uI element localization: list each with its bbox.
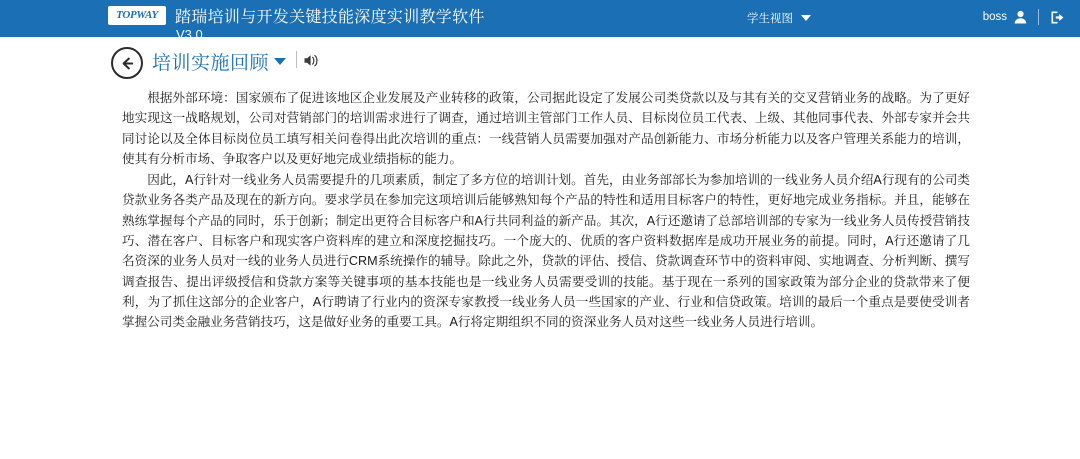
- person-icon[interactable]: [1014, 10, 1027, 24]
- user-area: [983, 9, 1066, 25]
- speaker-icon[interactable]: [303, 53, 320, 68]
- role-view-label: 学生视图: [747, 13, 793, 25]
- app-version: V3.0: [176, 27, 203, 42]
- paragraph: 根据外部环境：国家颁布了促进该地区企业发展及产业转移的政策，公司据此设定了发展公司类贷款以及与其有关的交叉营销业务的战略。为了更好地实现这一战略规划，公司对营销部门的培训需求进行了调查，通过培训主管部门工作人员、目标岗位员工代表、上级、其他同事代表、外部专家并会共同讨论以及全体目标岗位员工填写相关问卷得出此次培训的重点：一线营销人员需要加强对产品创新能力、市场分析能力以及客户管理关系能力的培训，使其有分析市场、争取客户以及更好地完成业绩指标的能力。: [122, 91, 970, 166]
- back-button[interactable]: [111, 47, 143, 79]
- paragraph: 因此，A行针对一线业务人员需要提升的几项素质，制定了多方位的培训计划。首先，由业务部部长为参加培训的一线业务人员介绍A行现有的公司类贷款业务各类产品及现在的新方向。要求学员在参加完这项培训后能够熟知每个产品的特性和适用目标客户的特性，更好地完成业务指标。并且，能够在熟练掌握每个产品的同时，乐于创新；制定出更符合目标客户和A行共同利益的新产品。其次，A行还邀请了总部培训部的专家为一线业务人员传授营销技巧、潜在客户、目标客户和现实客户资料库的建立和深度挖掘技巧。一个庞大的、优质的客户资料数据库是成功开展业务的前提。同时，A行还邀请了几名资深的业务人员对一线的业务人员进行CRM系统操作的辅导。除此之外，贷款的评估、授信、贷款调查环节中的资料审阅、实地调查、分析判断、撰写调查报告、提出评级授信和贷款方案等关键事项的基本技能也是一线业务人员需要受训的技能。基于现在一系列的国家政策为部分企业的贷款带来了便利，为了抓住这部分的企业客户，A行聘请了行业内的资深专家教授一线业务人员一些国家的产业、行业和信贷政策。培训的最后一个重点是要使受训者掌握公司类金融业务营销技巧，这是做好业务的重要工具。A行将定期组织不同的资深业务人员对这些一线业务人员进行培训。: [122, 173, 970, 330]
- role-view-selector[interactable]: [747, 10, 811, 26]
- topway-logo-icon: [108, 6, 166, 25]
- exit-icon[interactable]: [1050, 10, 1066, 25]
- arrow-left-icon: [119, 55, 136, 72]
- app-title: 踏瑞培训与开发关键技能深度实训教学软件: [175, 9, 485, 26]
- header-divider: [1038, 9, 1039, 25]
- user-name-label: boss: [982, 11, 1007, 23]
- logo-label: TOPWAY: [116, 9, 158, 21]
- chevron-down-icon: [801, 15, 811, 21]
- chevron-down-icon[interactable]: [274, 58, 286, 65]
- page-title: 培训实施回顾: [152, 53, 270, 74]
- content-body: [122, 88, 970, 334]
- top-bar: [0, 0, 1080, 42]
- title-divider: [296, 51, 297, 68]
